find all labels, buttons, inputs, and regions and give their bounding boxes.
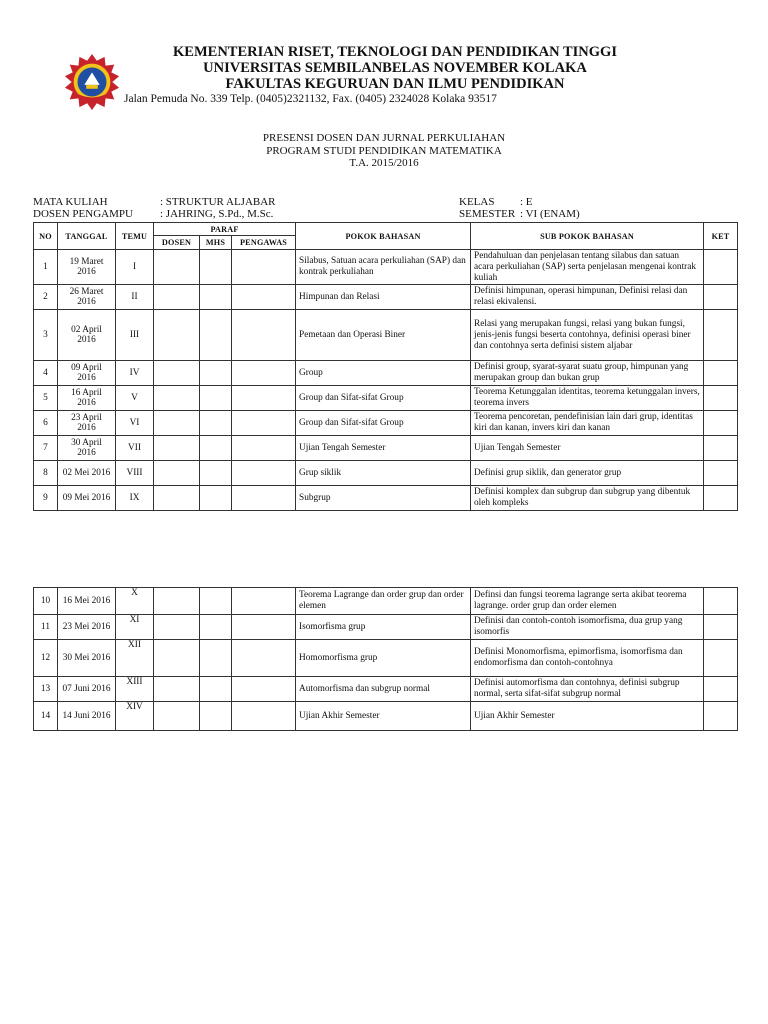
row-tanggal: 02 April 2016 bbox=[58, 310, 116, 361]
row-tanggal: 23 April 2016 bbox=[58, 411, 116, 436]
row-no: 14 bbox=[34, 702, 58, 731]
row-tanggal: 30 April 2016 bbox=[58, 436, 116, 461]
row-no: 12 bbox=[34, 640, 58, 677]
row-paraf-pengawas bbox=[232, 285, 296, 310]
col-tanggal: TANGGAL bbox=[58, 223, 116, 250]
row-pokok-bahasan: Teorema Lagrange dan order grup dan order elemen bbox=[296, 588, 471, 615]
row-paraf-pengawas bbox=[232, 250, 296, 285]
row-tanggal: 23 Mei 2016 bbox=[58, 615, 116, 640]
semester-value: : VI (ENAM) bbox=[520, 208, 580, 220]
row-temu: III bbox=[116, 310, 154, 361]
row-pokok-bahasan: Ujian Akhir Semester bbox=[296, 702, 471, 731]
attendance-table-2 bbox=[33, 587, 738, 731]
row-paraf-dosen bbox=[154, 615, 200, 640]
letterhead bbox=[0, 40, 768, 112]
row-sub-pokok-bahasan: Definsi dan fungsi teorema lagrange serta akibat teorema lagrange. order grup dan order elemen bbox=[471, 588, 704, 615]
row-ket bbox=[704, 436, 738, 461]
table-row bbox=[34, 486, 738, 511]
row-temu: X bbox=[116, 588, 154, 615]
row-tanggal: 14 Juni 2016 bbox=[58, 702, 116, 731]
table-row bbox=[34, 310, 738, 361]
row-no: 2 bbox=[34, 285, 58, 310]
row-temu: IV bbox=[116, 361, 154, 386]
row-sub-pokok-bahasan: Ujian Tengah Semester bbox=[471, 436, 704, 461]
row-pokok-bahasan: Homomorfisma grup bbox=[296, 640, 471, 677]
row-no: 3 bbox=[34, 310, 58, 361]
col-sub-pokok-bahasan: SUB POKOK BAHASAN bbox=[471, 223, 704, 250]
row-paraf-mhs bbox=[200, 436, 232, 461]
col-paraf-mhs: MHS bbox=[200, 236, 232, 250]
row-no: 7 bbox=[34, 436, 58, 461]
table-row bbox=[34, 250, 738, 285]
row-paraf-dosen bbox=[154, 436, 200, 461]
row-paraf-mhs bbox=[200, 677, 232, 702]
row-pokok-bahasan: Group dan Sifat-sifat Group bbox=[296, 411, 471, 436]
table-row bbox=[34, 411, 738, 436]
row-paraf-mhs bbox=[200, 310, 232, 361]
row-pokok-bahasan: Group dan Sifat-sifat Group bbox=[296, 386, 471, 411]
row-tanggal: 26 Maret 2016 bbox=[58, 285, 116, 310]
row-sub-pokok-bahasan: Teorema Ketunggalan identitas, teorema ketunggalan invers, teorema invers bbox=[471, 386, 704, 411]
col-ket: KET bbox=[704, 223, 738, 250]
title-line-2: PROGRAM STUDI PENDIDIKAN MATEMATIKA bbox=[266, 144, 502, 157]
row-paraf-mhs bbox=[200, 386, 232, 411]
row-temu: I bbox=[116, 250, 154, 285]
university-logo bbox=[63, 53, 121, 111]
row-pokok-bahasan: Pemetaan dan Operasi Biner bbox=[296, 310, 471, 361]
row-sub-pokok-bahasan: Definisi himpunan, operasi himpunan, Definisi relasi dan relasi ekivalensi. bbox=[471, 285, 704, 310]
row-paraf-dosen bbox=[154, 702, 200, 731]
row-paraf-pengawas bbox=[232, 640, 296, 677]
col-paraf: PARAF bbox=[154, 223, 296, 236]
table-row bbox=[34, 615, 738, 640]
row-paraf-mhs bbox=[200, 702, 232, 731]
row-ket bbox=[704, 486, 738, 511]
row-pokok-bahasan: Silabus, Satuan acara perkuliahan (SAP) dan kontrak perkuliahan bbox=[296, 250, 471, 285]
col-pokok-bahasan: POKOK BAHASAN bbox=[296, 223, 471, 250]
row-paraf-pengawas bbox=[232, 677, 296, 702]
row-temu: II bbox=[116, 285, 154, 310]
row-no: 6 bbox=[34, 411, 58, 436]
row-sub-pokok-bahasan: Definisi automorfisma dan contohnya, definisi subgrup normal, serta sifat-sifat subgrup normal bbox=[471, 677, 704, 702]
kelas-label: KELAS bbox=[459, 196, 495, 208]
row-sub-pokok-bahasan: Definisi komplex dan subgrup dan subgrup yang dibentuk oleh kompleks bbox=[471, 486, 704, 511]
row-ket bbox=[704, 285, 738, 310]
row-sub-pokok-bahasan: Definisi group, syarat-syarat suatu group, himpunan yang merupakan group dan bukan grup bbox=[471, 361, 704, 386]
row-paraf-dosen bbox=[154, 640, 200, 677]
row-paraf-mhs bbox=[200, 461, 232, 486]
row-paraf-dosen bbox=[154, 588, 200, 615]
dosen-value: : JAHRING, S.Pd., M.Sc. bbox=[160, 208, 274, 220]
row-no: 4 bbox=[34, 361, 58, 386]
row-paraf-dosen bbox=[154, 386, 200, 411]
row-paraf-pengawas bbox=[232, 310, 296, 361]
row-ket bbox=[704, 386, 738, 411]
row-temu: XI bbox=[116, 615, 154, 640]
table-row bbox=[34, 461, 738, 486]
kelas-value: : E bbox=[520, 196, 533, 208]
university-name: UNIVERSITAS SEMBILANBELAS NOVEMBER KOLAKA bbox=[203, 60, 587, 76]
row-pokok-bahasan: Grup siklik bbox=[296, 461, 471, 486]
row-no: 10 bbox=[34, 588, 58, 615]
row-ket bbox=[704, 615, 738, 640]
row-paraf-dosen bbox=[154, 677, 200, 702]
mata-kuliah-value: : STRUKTUR ALJABAR bbox=[160, 196, 276, 208]
row-paraf-pengawas bbox=[232, 436, 296, 461]
row-temu: XIV bbox=[116, 702, 154, 731]
row-temu: XII bbox=[116, 640, 154, 677]
row-pokok-bahasan: Subgrup bbox=[296, 486, 471, 511]
row-pokok-bahasan: Isomorfisma grup bbox=[296, 615, 471, 640]
row-tanggal: 09 April 2016 bbox=[58, 361, 116, 386]
row-temu: XIII bbox=[116, 677, 154, 702]
row-ket bbox=[704, 411, 738, 436]
row-paraf-mhs bbox=[200, 411, 232, 436]
row-paraf-mhs bbox=[200, 588, 232, 615]
row-tanggal: 02 Mei 2016 bbox=[58, 461, 116, 486]
row-paraf-dosen bbox=[154, 310, 200, 361]
row-ket bbox=[704, 702, 738, 731]
row-paraf-mhs bbox=[200, 486, 232, 511]
row-no: 1 bbox=[34, 250, 58, 285]
row-temu: V bbox=[116, 386, 154, 411]
row-paraf-pengawas bbox=[232, 615, 296, 640]
table-row bbox=[34, 588, 738, 615]
row-paraf-pengawas bbox=[232, 361, 296, 386]
col-no: NO bbox=[34, 223, 58, 250]
row-tanggal: 30 Mei 2016 bbox=[58, 640, 116, 677]
row-ket bbox=[704, 361, 738, 386]
row-paraf-dosen bbox=[154, 461, 200, 486]
ministry-name: KEMENTERIAN RISET, TEKNOLOGI DAN PENDIDIKAN TINGGI bbox=[173, 44, 617, 60]
table-row bbox=[34, 702, 738, 731]
row-paraf-mhs bbox=[200, 361, 232, 386]
row-ket bbox=[704, 588, 738, 615]
table-row bbox=[34, 386, 738, 411]
row-paraf-dosen bbox=[154, 411, 200, 436]
row-sub-pokok-bahasan: Ujian Akhir Semester bbox=[471, 702, 704, 731]
row-temu: VII bbox=[116, 436, 154, 461]
row-paraf-dosen bbox=[154, 361, 200, 386]
title-line-1: PRESENSI DOSEN DAN JURNAL PERKULIAHAN bbox=[262, 132, 506, 144]
address: Jalan Pemuda No. 339 Telp. (0405)2321132, Fax. (0405) 2324028 Kolaka 93517 bbox=[124, 93, 497, 105]
row-paraf-mhs bbox=[200, 615, 232, 640]
row-paraf-pengawas bbox=[232, 411, 296, 436]
row-pokok-bahasan: Automorfisma dan subgrup normal bbox=[296, 677, 471, 702]
row-no: 8 bbox=[34, 461, 58, 486]
row-paraf-pengawas bbox=[232, 588, 296, 615]
col-temu: TEMU bbox=[116, 223, 154, 250]
mata-kuliah-label: MATA KULIAH bbox=[33, 196, 108, 208]
row-paraf-dosen bbox=[154, 285, 200, 310]
row-sub-pokok-bahasan: Definisi grup siklik, dan generator grup bbox=[471, 461, 704, 486]
row-paraf-mhs bbox=[200, 285, 232, 310]
row-paraf-pengawas bbox=[232, 386, 296, 411]
row-paraf-mhs bbox=[200, 640, 232, 677]
row-pokok-bahasan: Himpunan dan Relasi bbox=[296, 285, 471, 310]
document-title bbox=[0, 132, 768, 170]
row-tanggal: 09 Mei 2016 bbox=[58, 486, 116, 511]
title-line-3: T.A. 2015/2016 bbox=[349, 157, 419, 170]
row-sub-pokok-bahasan: Teorema pencoretan, pendefinisian lain dari grup, identitas kiri dan kanan, invers kiri dan kanan bbox=[471, 411, 704, 436]
row-sub-pokok-bahasan: Definisi dan contoh-contoh isomorfisma, dua grup yang isomorfis bbox=[471, 615, 704, 640]
row-ket bbox=[704, 250, 738, 285]
row-paraf-dosen bbox=[154, 250, 200, 285]
row-paraf-mhs bbox=[200, 250, 232, 285]
row-no: 9 bbox=[34, 486, 58, 511]
row-paraf-dosen bbox=[154, 486, 200, 511]
dosen-label: DOSEN PENGAMPU bbox=[33, 208, 133, 220]
table-row bbox=[34, 285, 738, 310]
row-tanggal: 16 April 2016 bbox=[58, 386, 116, 411]
row-pokok-bahasan: Ujian Tengah Semester bbox=[296, 436, 471, 461]
row-tanggal: 07 Juni 2016 bbox=[58, 677, 116, 702]
row-temu: IX bbox=[116, 486, 154, 511]
row-ket bbox=[704, 677, 738, 702]
row-tanggal: 19 Maret 2016 bbox=[58, 250, 116, 285]
col-paraf-dosen: DOSEN bbox=[154, 236, 200, 250]
row-pokok-bahasan: Group bbox=[296, 361, 471, 386]
table-row bbox=[34, 361, 738, 386]
table-row bbox=[34, 677, 738, 702]
semester-label: SEMESTER bbox=[459, 208, 516, 220]
attendance-table-1 bbox=[33, 222, 738, 511]
row-ket bbox=[704, 640, 738, 677]
row-sub-pokok-bahasan: Definisi Monomorfisma, epimorfisma, isomorfisma dan endomorfisma dan contoh-contohnya bbox=[471, 640, 704, 677]
row-sub-pokok-bahasan: Relasi yang merupakan fungsi, relasi yang bukan fungsi, jenis-jenis fungsi beserta contohnya, definisi operasi biner dan contohnya serta definisi sistem aljabar bbox=[471, 310, 704, 361]
row-temu: VI bbox=[116, 411, 154, 436]
row-sub-pokok-bahasan: Pendahuluan dan penjelasan tentang silabus dan satuan acara perkuliahan (SAP) serta penjelasan mengenai kontrak kuliah bbox=[471, 250, 704, 285]
row-paraf-pengawas bbox=[232, 702, 296, 731]
table-row bbox=[34, 436, 738, 461]
row-paraf-pengawas bbox=[232, 461, 296, 486]
row-ket bbox=[704, 461, 738, 486]
row-tanggal: 16 Mei 2016 bbox=[58, 588, 116, 615]
table-row bbox=[34, 640, 738, 677]
faculty-name: FAKULTAS KEGURUAN DAN ILMU PENDIDIKAN bbox=[225, 76, 565, 92]
row-temu: VIII bbox=[116, 461, 154, 486]
row-no: 11 bbox=[34, 615, 58, 640]
col-paraf-pengawas: PENGAWAS bbox=[232, 236, 296, 250]
row-paraf-pengawas bbox=[232, 486, 296, 511]
row-no: 13 bbox=[34, 677, 58, 702]
row-no: 5 bbox=[34, 386, 58, 411]
row-ket bbox=[704, 310, 738, 361]
